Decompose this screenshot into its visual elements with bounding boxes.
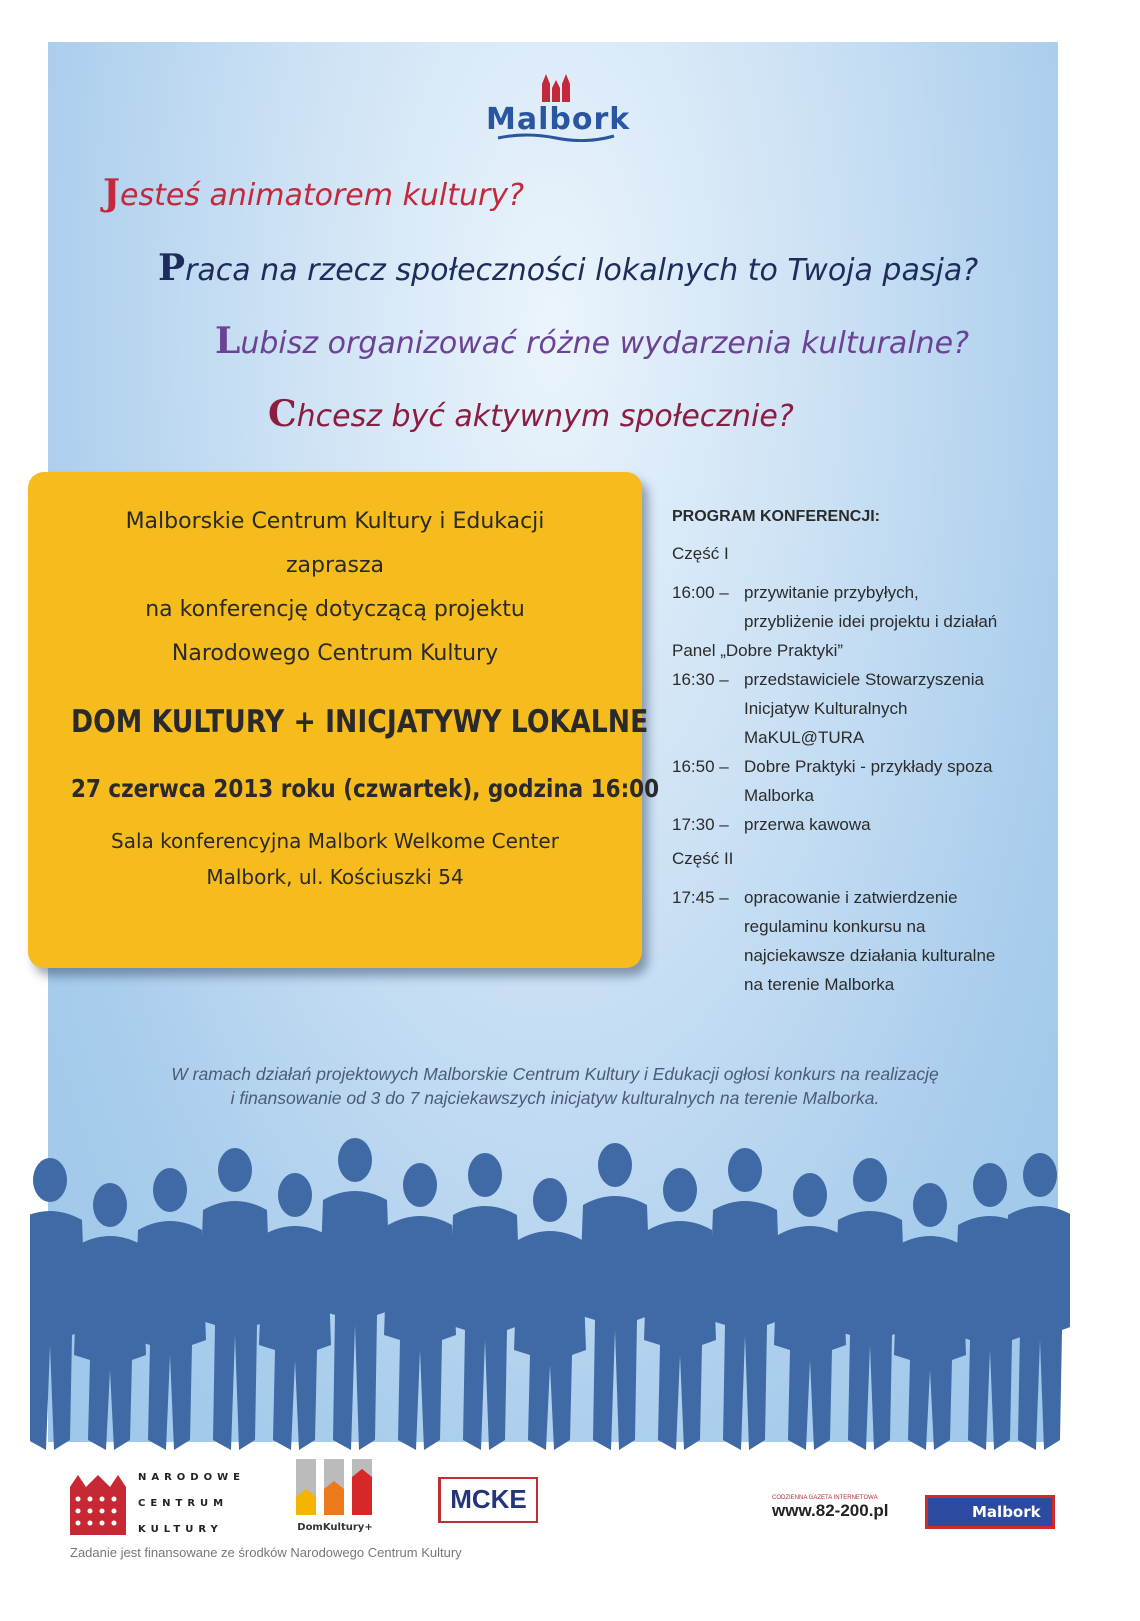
nck-logo: NARODOWE CENTRUM KULTURY (70, 1465, 245, 1543)
contest-note: W ramach działań projektowych Malborskie Centrum Kultury i Edukacji ogłosi konkurs na realizację i finansowanie od 3 do 7 najciekawszych inicjatyw kulturalnych na terenie Malborka. (171, 1064, 939, 1108)
invite-line: na konferencję dotyczącą projektu (145, 597, 525, 622)
malbork-logo (486, 72, 631, 152)
nck-crown-icon (70, 1473, 126, 1535)
invitation-box (28, 472, 660, 968)
invite-line: Narodowego Centrum Kultury (171, 641, 499, 666)
event-title: DOM KULTURY + INICJATYWY LOKALNE (70, 704, 649, 740)
program-item: 16:00 – przywitanie przybyłych, przybliżenie idei projektu i działań (672, 583, 998, 631)
person-silhouette (514, 1178, 586, 1450)
sponsor-logos (0, 1455, 1140, 1555)
person-silhouette (199, 1148, 271, 1450)
radio-malbork-logo: Malbork (925, 1495, 1055, 1529)
people-silhouettes (30, 1130, 1070, 1460)
question-4: Chcesz być aktywnym społecznie? (268, 393, 794, 435)
question-2: Praca na rzecz społeczności lokalnych to Twoja pasja? (158, 247, 979, 289)
person-silhouette (709, 1148, 781, 1450)
person-silhouette (834, 1158, 906, 1450)
part-1-label: Część I (672, 544, 729, 563)
mcke-logo: MCKE (438, 1477, 538, 1523)
program-item: 17:45 – opracowanie i zatwierdzenie regulaminu konkursu na najciekawsze działania kulturalne na terenie Malborka (672, 888, 996, 994)
panel-label: Panel „Dobre Praktyki” (672, 641, 844, 660)
person-silhouette (384, 1163, 456, 1450)
82-200-logo: CODZIENNA GAZETA INTERNETOWA www.82-200.pl (772, 1495, 889, 1520)
person-silhouette (579, 1143, 651, 1450)
houses-icon (292, 1459, 378, 1519)
logo-text: Malbork (486, 102, 631, 137)
event-date: 27 czerwca 2013 roku (czwartek), godzina 16:00 (70, 774, 660, 803)
castle-icon (538, 72, 574, 104)
program-heading: PROGRAM KONFERENCJI: (672, 508, 881, 525)
person-silhouette (644, 1168, 716, 1450)
person-silhouette (134, 1168, 206, 1450)
question-1: Jesteś animatorem kultury? (103, 172, 525, 214)
person-silhouette (449, 1153, 521, 1450)
program-item: 17:30 – przerwa kawowa (672, 815, 871, 834)
question-3: Lubisz organizować różne wydarzenia kulturalne? (215, 320, 970, 362)
invite-line: zaprasza (285, 553, 384, 578)
venue: Sala konferencyjna Malbork Welkome Center Malbork, ul. Kościuszki 54 (111, 829, 559, 889)
program-item: 16:50 – Dobre Praktyki - przykłady spoza Malborka (672, 757, 993, 805)
person-silhouette (319, 1138, 391, 1450)
program (672, 508, 1072, 999)
organizer: Malborskie Centrum Kultury i Edukacji (125, 509, 545, 534)
part-2-label: Część II (672, 849, 734, 868)
domkultury-logo: DomKultury+ (292, 1459, 378, 1533)
program-item: 16:30 – przedstawiciele Stowarzyszenia Inicjatyw Kulturalnych MaKUL@TURA (672, 670, 984, 747)
funding-note: Zadanie jest finansowane ze środków Narodowego Centrum Kultury (70, 1545, 462, 1560)
person-silhouette (1004, 1153, 1070, 1450)
person-silhouette (259, 1173, 331, 1450)
